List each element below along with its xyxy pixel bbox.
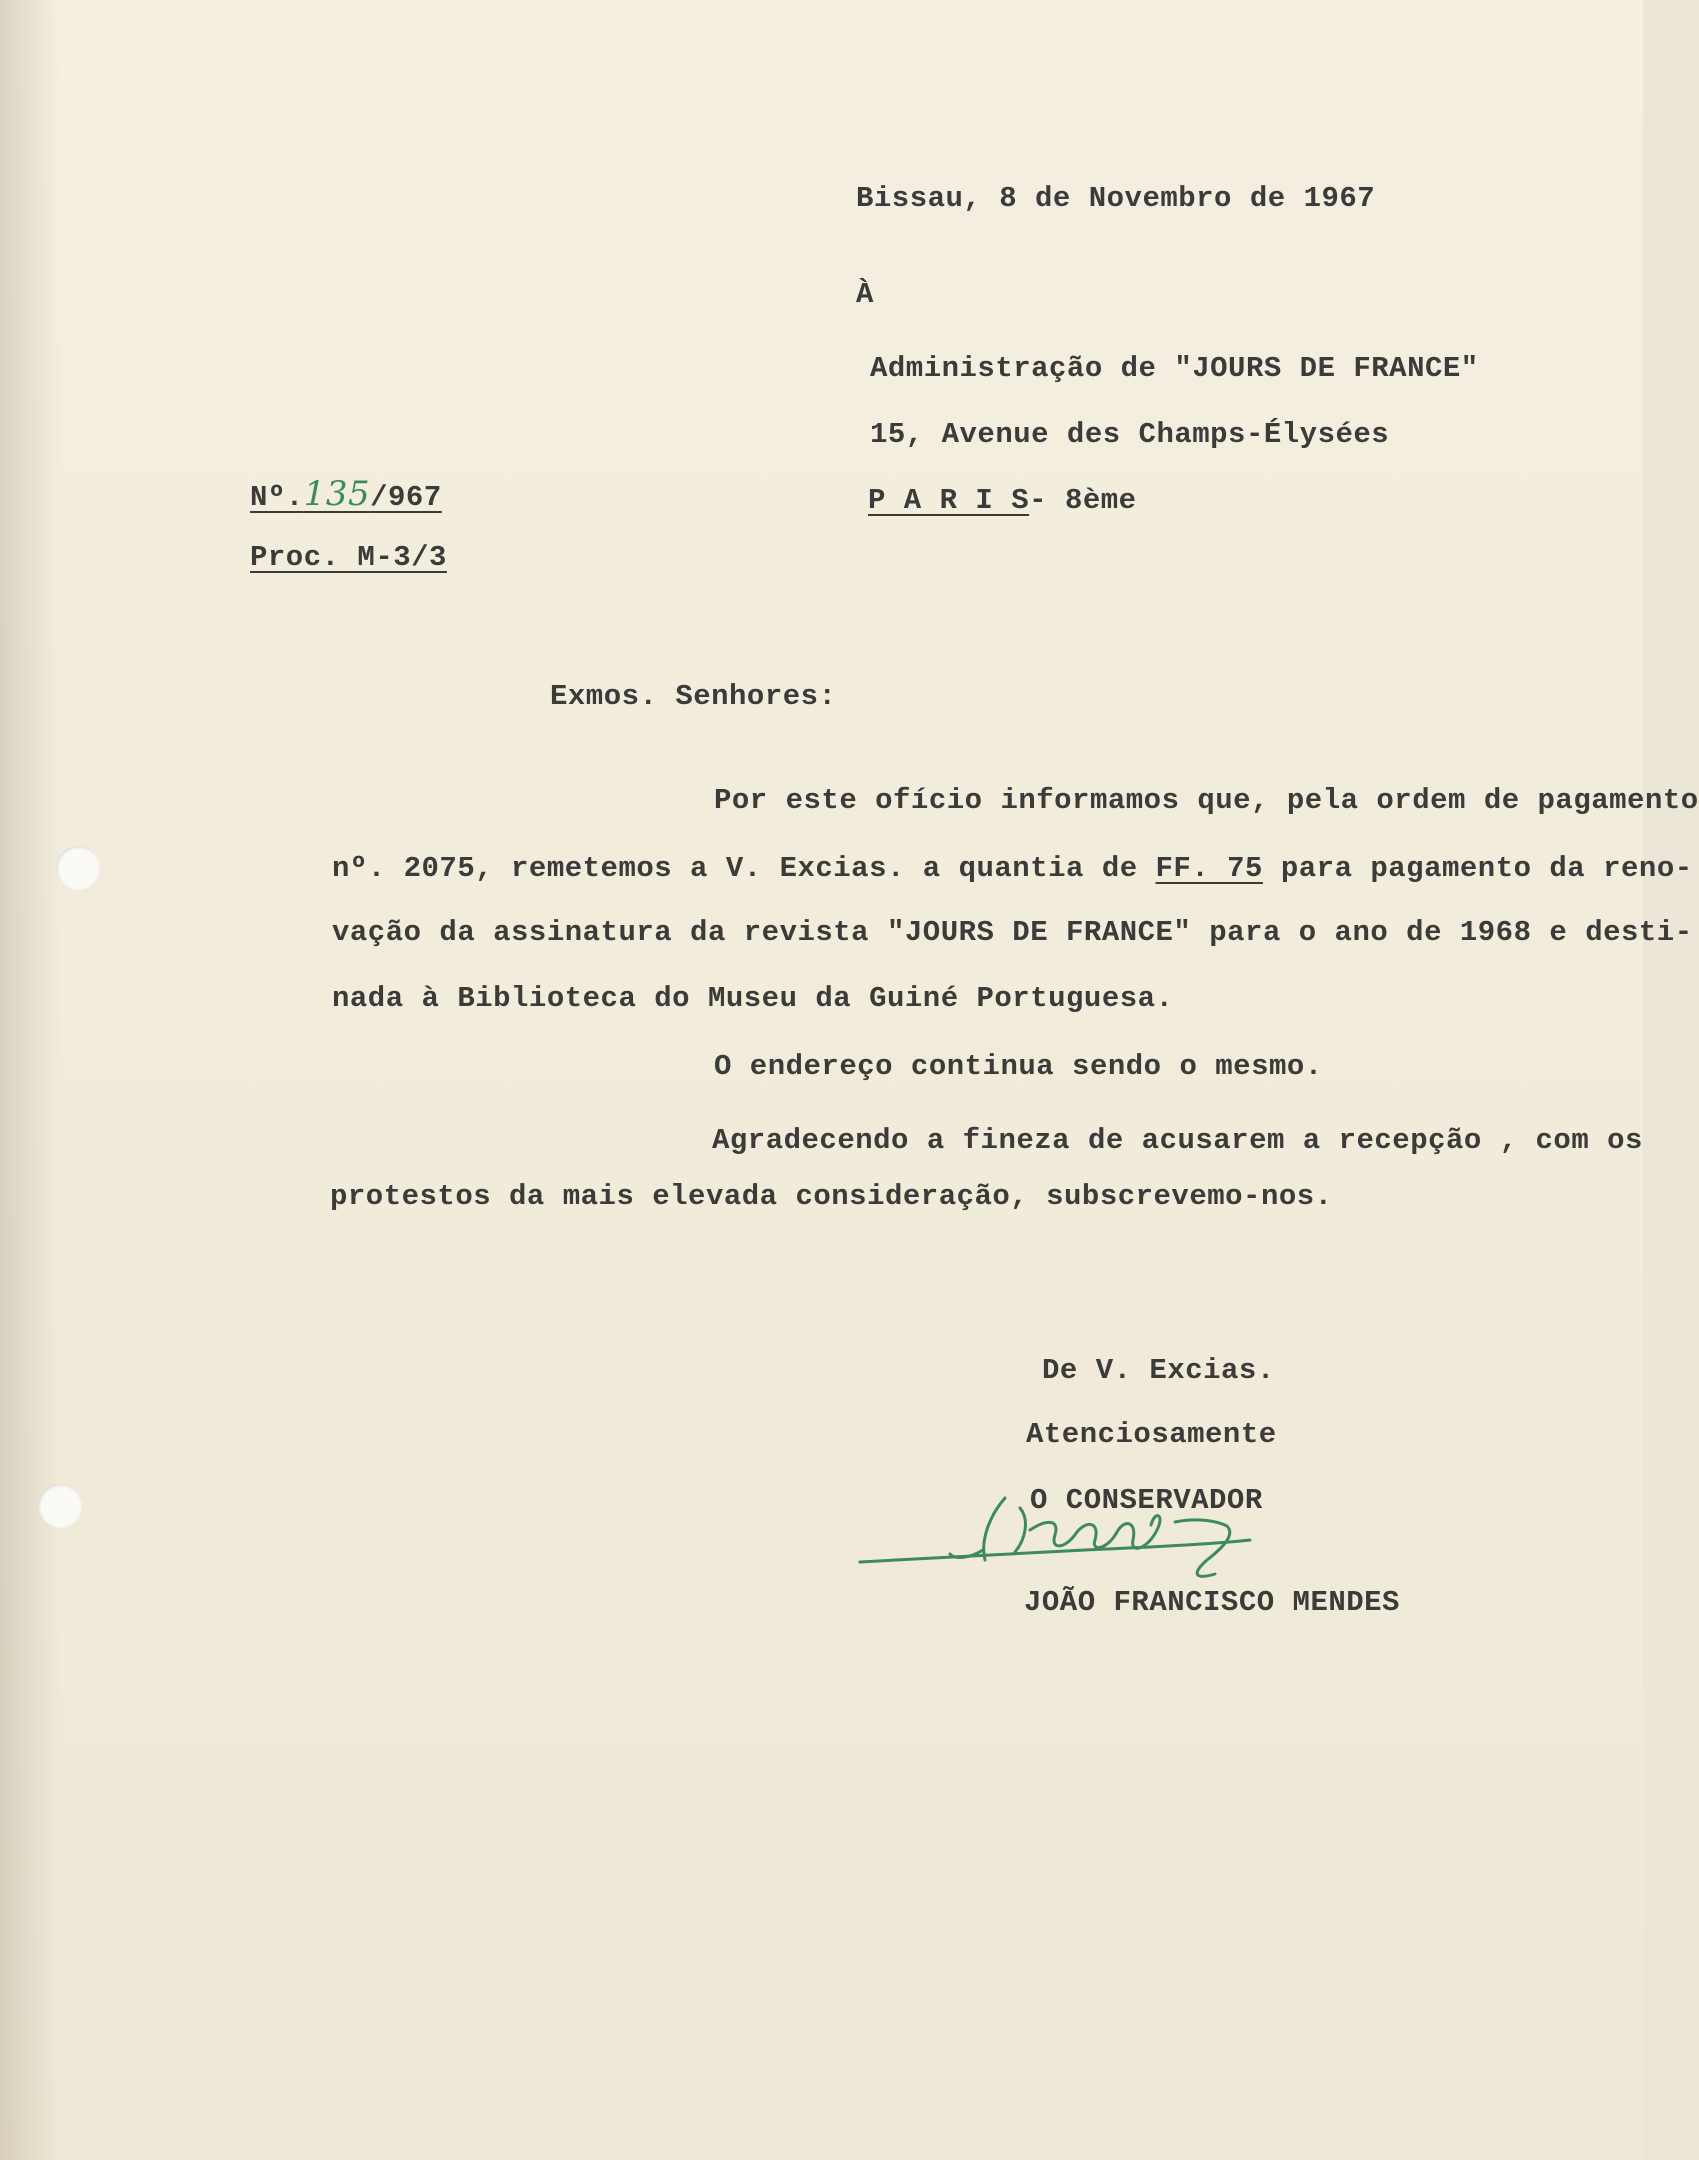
recipient-city-name: P A R I S bbox=[868, 484, 1030, 517]
reference-number bbox=[250, 474, 442, 514]
process-reference: Proc. M-3/3 bbox=[250, 541, 447, 574]
closing-title: O CONSERVADOR bbox=[1030, 1484, 1263, 1517]
body-p1-line4: nada à Biblioteca do Museu da Guiné Portuguesa. bbox=[332, 982, 1174, 1015]
signatory-name: JOÃO FRANCISCO MENDES bbox=[1024, 1586, 1400, 1619]
signature-initial bbox=[950, 1498, 1005, 1560]
body-p1-line2 bbox=[332, 852, 1693, 885]
salutation: Exmos. Senhores: bbox=[550, 680, 837, 713]
body-p3-line2: protestos da mais elevada consideração, subscrevemo-nos. bbox=[330, 1180, 1333, 1213]
recipient-city-suffix: - 8ème bbox=[1029, 484, 1137, 517]
paper-edge-shadow bbox=[0, 0, 60, 2160]
recipient-line2: 15, Avenue des Champs-Élysées bbox=[870, 418, 1390, 451]
punch-hole-icon bbox=[38, 1484, 82, 1528]
body-p3-line1: Agradecendo a fineza de acusarem a recepção , com os bbox=[712, 1124, 1643, 1157]
reference-number-prefix: Nº. bbox=[250, 481, 304, 514]
body-p2: O endereço continua sendo o mesmo. bbox=[714, 1050, 1323, 1083]
punch-hole-icon bbox=[56, 846, 100, 890]
body-p1-line1: Por este ofício informamos que, pela ordem de pagamento bbox=[714, 784, 1699, 817]
recipient-city bbox=[868, 484, 1137, 517]
recipient-line1: Administração de "JOURS DE FRANCE" bbox=[870, 352, 1479, 385]
body-p1-line3: vação da assinatura da revista "JOURS DE FRANCE" para o ano de 1968 e desti- bbox=[332, 916, 1693, 949]
body-p1-line2-b: para pagamento da reno- bbox=[1262, 852, 1693, 885]
handwritten-signature bbox=[855, 1470, 1275, 1600]
closing-line2: Atenciosamente bbox=[1026, 1418, 1277, 1451]
reference-number-suffix: /967 bbox=[370, 481, 442, 514]
payment-amount: FF. 75 bbox=[1155, 852, 1263, 885]
closing-line1: De V. Excias. bbox=[1042, 1354, 1275, 1387]
reference-number-handwritten: 135 bbox=[303, 474, 371, 514]
place-date: Bissau, 8 de Novembro de 1967 bbox=[856, 182, 1376, 215]
signature-flourish bbox=[1175, 1520, 1230, 1576]
to-marker: À bbox=[856, 278, 874, 311]
body-p1-line2-a: nº. 2075, remetemos a V. Excias. a quantia de bbox=[332, 852, 1156, 885]
signature-body bbox=[1015, 1508, 1160, 1552]
